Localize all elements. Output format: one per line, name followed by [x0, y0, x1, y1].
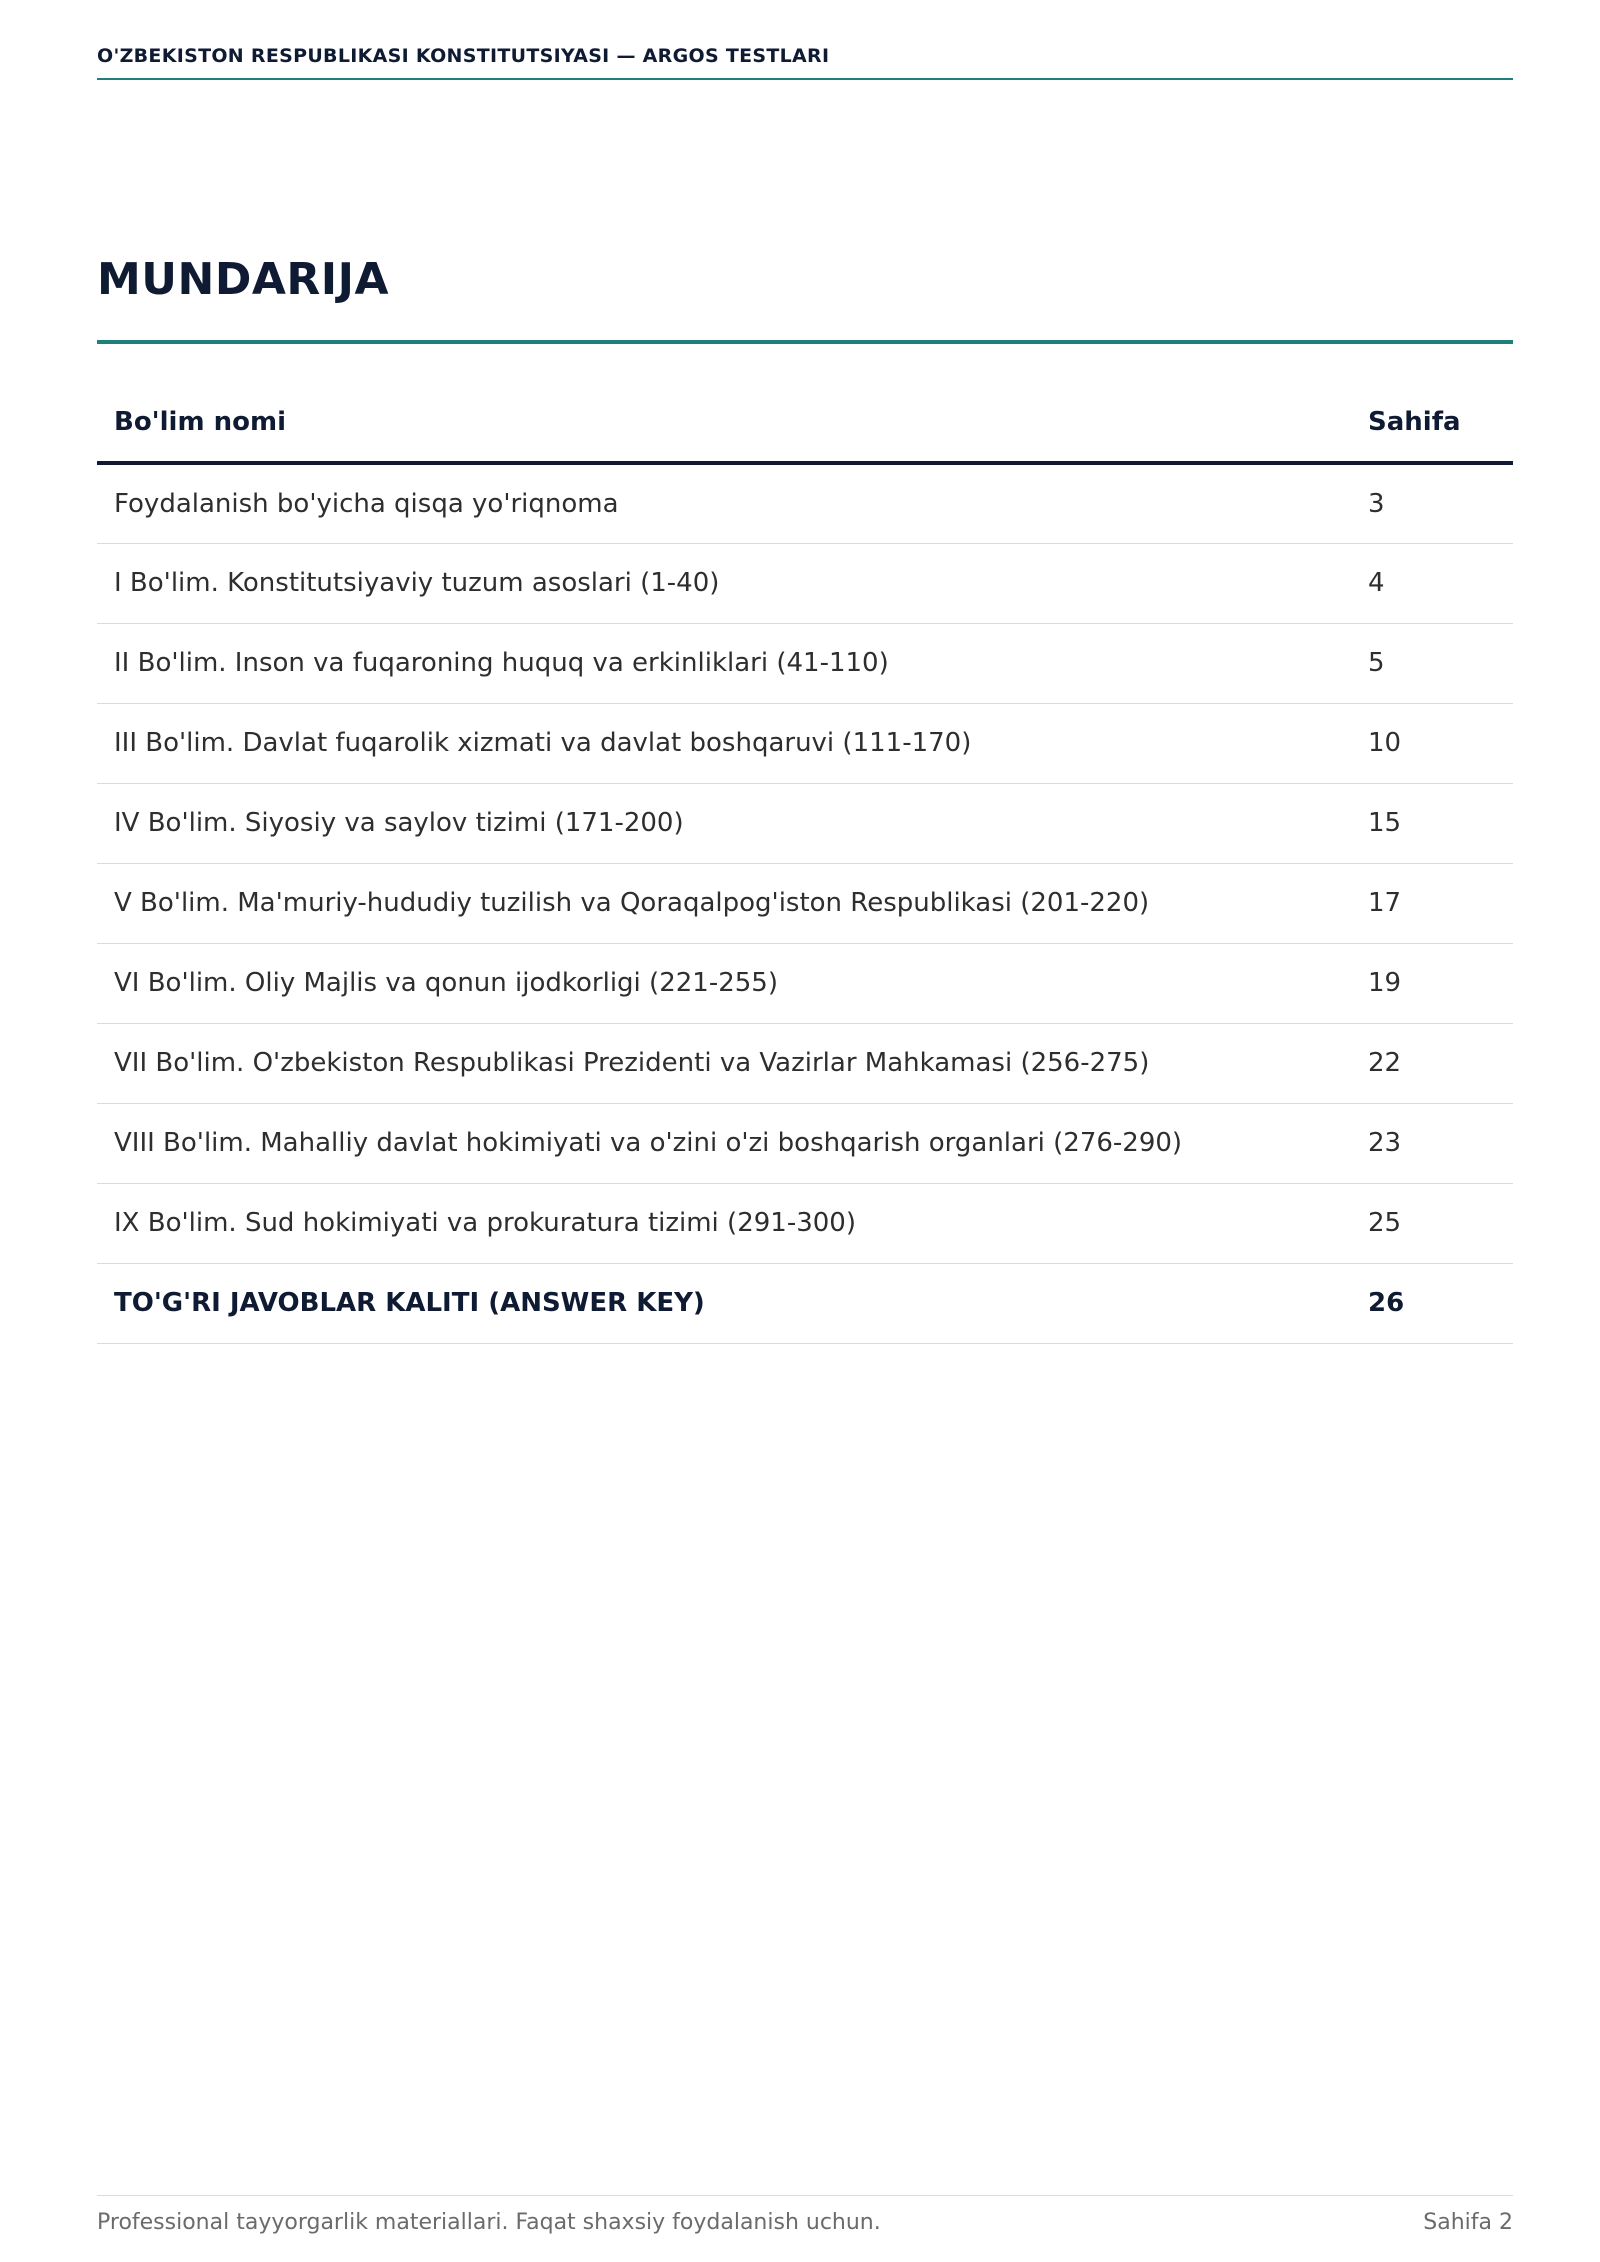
toc-row-page: 4 [1351, 543, 1513, 623]
toc-row [97, 1183, 1513, 1263]
toc-row-page: 5 [1351, 623, 1513, 703]
title-divider [97, 340, 1513, 344]
column-header-page: Sahifa [1351, 383, 1513, 463]
running-header [97, 44, 1513, 80]
toc-row [97, 1023, 1513, 1103]
toc-row-name: II Bo'lim. Inson va fuqaroning huquq va erkinliklari (41-110) [97, 623, 1351, 703]
toc-row-name: VIII Bo'lim. Mahalliy davlat hokimiyati va o'zini o'zi boshqarish organlari (276-290) [97, 1103, 1351, 1183]
toc-row-page: 10 [1351, 703, 1513, 783]
toc-row [97, 623, 1513, 703]
toc-header-row [97, 383, 1513, 463]
toc-row [97, 463, 1513, 543]
page-number: Sahifa 2 [1423, 2210, 1513, 2235]
toc-row-page: 25 [1351, 1183, 1513, 1263]
toc-row-page: 26 [1351, 1263, 1513, 1343]
toc-row-name: I Bo'lim. Konstitutsiyaviy tuzum asoslari (1-40) [97, 543, 1351, 623]
toc-row-page: 17 [1351, 863, 1513, 943]
toc-row-page: 22 [1351, 1023, 1513, 1103]
footer-note: Professional tayyorgarlik materiallari. Faqat shaxsiy foydalanish uchun. [97, 2210, 881, 2235]
toc-row-name: III Bo'lim. Davlat fuqarolik xizmati va davlat boshqaruvi (111-170) [97, 703, 1351, 783]
page-footer [97, 2195, 1513, 2235]
toc-row-page: 3 [1351, 463, 1513, 543]
toc-row-name: TO'G'RI JAVOBLAR KALITI (ANSWER KEY) [97, 1263, 1351, 1343]
toc-row [97, 863, 1513, 943]
toc-row-page: 15 [1351, 783, 1513, 863]
running-title: O'ZBEKISTON RESPUBLIKASI KONSTITUTSIYASI — ARGOS TESTLARI [97, 45, 830, 67]
toc-row-name: V Bo'lim. Ma'muriy-hududiy tuzilish va Qoraqalpog'iston Respublikasi (201-220) [97, 863, 1351, 943]
toc-row [97, 943, 1513, 1023]
toc-row-name: IV Bo'lim. Siyosiy va saylov tizimi (171-200) [97, 783, 1351, 863]
toc-row-name: VI Bo'lim. Oliy Majlis va qonun ijodkorligi (221-255) [97, 943, 1351, 1023]
toc-row [97, 783, 1513, 863]
toc-table [97, 383, 1513, 1344]
toc-row-page: 19 [1351, 943, 1513, 1023]
toc-row [97, 1103, 1513, 1183]
toc-row [97, 703, 1513, 783]
page-title: MUNDARIJA [97, 254, 390, 305]
toc-row-answer-key [97, 1263, 1513, 1343]
toc-row-page: 23 [1351, 1103, 1513, 1183]
toc-row-name: VII Bo'lim. O'zbekiston Respublikasi Prezidenti va Vazirlar Mahkamasi (256-275) [97, 1023, 1351, 1103]
column-header-section-name: Bo'lim nomi [97, 383, 1351, 463]
toc-row-name: Foydalanish bo'yicha qisqa yo'riqnoma [97, 463, 1351, 543]
toc-row-name: IX Bo'lim. Sud hokimiyati va prokuratura tizimi (291-300) [97, 1183, 1351, 1263]
toc-row [97, 543, 1513, 623]
